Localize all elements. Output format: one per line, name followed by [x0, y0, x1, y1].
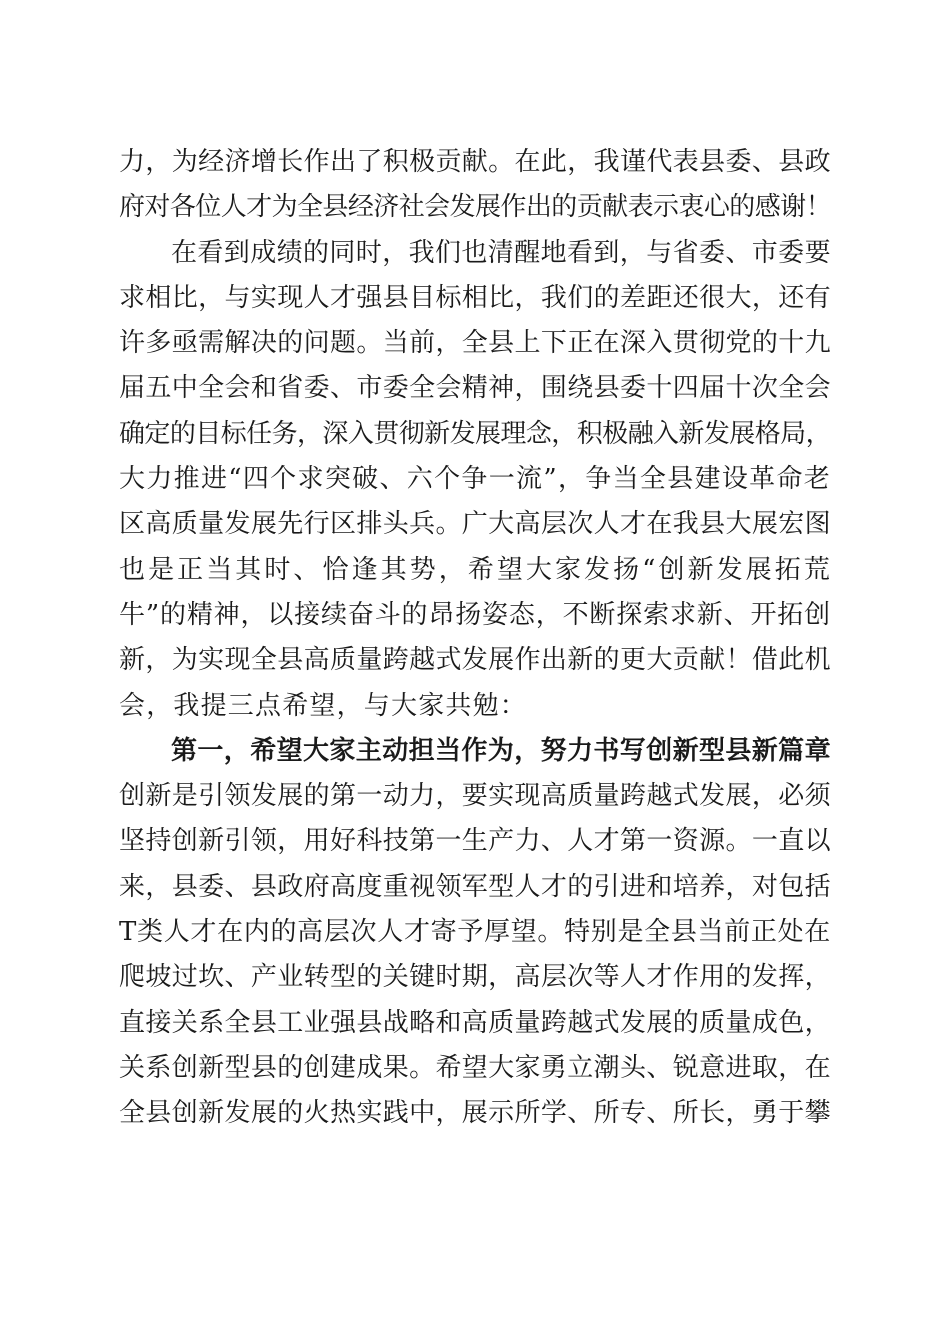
- text-line: 大力推进“四个求突破、六个争一流”，争当全县建设革命老: [119, 464, 831, 495]
- text-line: 在看到成绩的同时，我们也清醒地看到，与省委、市委要: [171, 237, 831, 268]
- text-line: 许多亟需解决的问题。当前，全县上下正在深入贯彻党的十九: [119, 328, 831, 359]
- text-line: 确定的目标任务，深入贯彻新发展理念，积极融入新发展格局，: [119, 418, 831, 449]
- text-line: 全县创新发展的火热实践中，展示所学、所专、所长，勇于攀: [119, 1098, 831, 1129]
- document-body: [119, 140, 831, 1137]
- text-line: 创新是引领发展的第一动力，要实现高质量跨越式发展，必须: [119, 781, 831, 812]
- text-line: 新，为实现全县高质量跨越式发展作出新的更大贡献！借此机: [119, 645, 831, 676]
- text-line: 来，县委、县政府高度重视领军型人才的引进和培养，对包括: [119, 871, 831, 902]
- text-line: T类人才在内的高层次人才寄予厚望。特别是全县当前正处在: [119, 917, 831, 948]
- text-line: 牛”的精神，以接续奋斗的昂扬姿态，不断探索求新、开拓创: [119, 599, 831, 630]
- section-heading: 第一，希望大家主动担当作为，努力书写创新型县新篇章: [171, 735, 831, 766]
- text-line: 关系创新型县的创建成果。希望大家勇立潮头、锐意进取，在: [119, 1052, 831, 1083]
- text-line: 府对各位人才为全县经济社会发展作出的贡献表示衷心的感谢！: [119, 192, 831, 223]
- text-line: 求相比，与实现人才强县目标相比，我们的差距还很大，还有: [119, 282, 831, 313]
- text-line: 也是正当其时、恰逢其势，希望大家发扬“创新发展拓荒: [119, 554, 831, 585]
- text-line: 会，我提三点希望，与大家共勉：: [119, 690, 528, 721]
- text-line: 力，为经济增长作出了积极贡献。在此，我谨代表县委、县政: [119, 147, 831, 177]
- text-line: 届五中全会和省委、市委全会精神，围绕县委十四届十次全会: [119, 373, 831, 404]
- text-line: 直接关系全县工业强县战略和高质量跨越式发展的质量成色，: [119, 1007, 831, 1038]
- text-line: 区高质量发展先行区排头兵。广大高层次人才在我县大展宏图: [119, 509, 831, 540]
- text-line: 坚持创新引领，用好科技第一生产力、人才第一资源。一直以: [119, 826, 831, 857]
- text-line: 爬坡过坎、产业转型的关键时期，高层次等人才作用的发挥，: [119, 962, 831, 993]
